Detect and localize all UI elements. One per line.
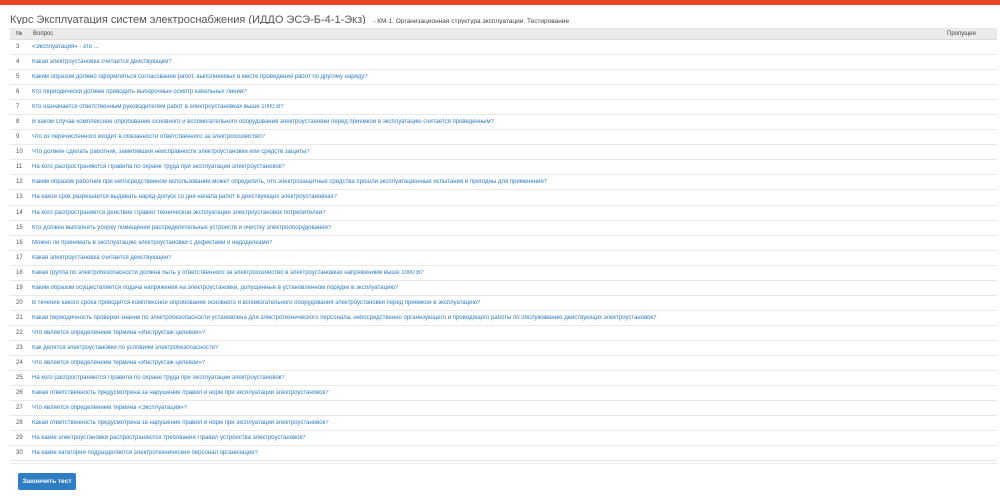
question-link[interactable]: На какие электроустановки распространяются требования Правил устройства электроустановок? — [32, 435, 306, 442]
table-row — [10, 85, 997, 100]
question-number: 13 — [16, 194, 23, 201]
table-row — [10, 130, 997, 145]
page-title: Курс Эксплуатация систем электроснабжения (ИДДО ЭСЭ-Б-4-1-Экз) — [10, 14, 366, 24]
question-number: 16 — [16, 239, 23, 246]
question-link[interactable]: Как делятся электроустановки по условиям электробезопасности? — [32, 344, 219, 351]
table-row — [10, 266, 997, 281]
question-number: 26 — [16, 390, 23, 397]
question-link[interactable]: Что из перечисленного входит в обязанности ответственного за электрохозяйство? — [32, 134, 265, 141]
question-number: 3 — [16, 44, 20, 51]
question-number: 23 — [16, 344, 23, 351]
question-link[interactable]: Какая электроустановка считается действующей? — [32, 59, 172, 66]
question-number: 27 — [16, 405, 23, 412]
table-row — [10, 431, 997, 446]
questions-table — [10, 28, 997, 461]
question-number: 5 — [16, 74, 20, 81]
question-number: 8 — [16, 119, 20, 126]
question-link[interactable]: Кто периодически должен проводить выборочный осмотр кабельных линий? — [32, 89, 247, 96]
question-link[interactable]: Кто назначается ответственным руководителем работ в электроустановках выше 1000 В? — [32, 104, 284, 111]
question-link[interactable]: Можно ли принимать в эксплуатацию электроустановки с дефектами и недоделками? — [32, 239, 273, 246]
question-number: 12 — [16, 179, 23, 186]
question-link[interactable]: Что является определением термина «Инструктаж целевой»? — [32, 360, 206, 366]
question-number: 20 — [16, 299, 23, 306]
table-row — [10, 236, 997, 251]
table-row — [10, 311, 997, 326]
table-row — [10, 160, 997, 175]
question-link[interactable]: Кто должен выполнять уборку помещений распределительных устройств и очистку электрооборудования? — [32, 224, 332, 231]
question-link[interactable]: На кого распространяется действие Правил технической эксплуатации электроустановок потребителей? — [32, 209, 326, 216]
question-number: 19 — [16, 284, 23, 291]
table-row — [10, 145, 997, 160]
table-row — [10, 401, 997, 416]
question-number: 15 — [16, 224, 23, 231]
question-number: 30 — [16, 450, 23, 457]
table-row — [10, 70, 997, 85]
finish-test-button[interactable]: Закончить тест — [18, 473, 76, 490]
table-row — [10, 115, 997, 130]
question-number: 10 — [16, 149, 23, 156]
question-number: 21 — [16, 314, 23, 321]
column-header-question: Вопрос — [33, 31, 54, 37]
question-number: 28 — [16, 420, 23, 427]
question-link[interactable]: Каким образом осуществляется подача напряжения на электроустановки, допущенные в установленном порядке в эксплуатацию? — [32, 284, 399, 291]
question-number: 7 — [16, 104, 20, 111]
table-row — [10, 40, 997, 55]
question-link[interactable]: Каким образом работник при непосредственном использовании может определить, что электрозащитные средства прошли эксплуатационные испытания и пригодны для применения? — [32, 179, 548, 186]
table-row — [10, 296, 997, 311]
question-link[interactable]: Какая электроустановка считается действующей? — [32, 254, 172, 261]
question-link[interactable]: Что должен сделать работник, заметивший неисправности электроустановки или средств защиты? — [32, 149, 310, 156]
question-number: 22 — [16, 329, 23, 336]
table-row — [10, 281, 997, 296]
question-number: 25 — [16, 375, 23, 382]
table-row — [10, 55, 997, 70]
top-accent-bar — [0, 0, 1000, 5]
table-row — [10, 356, 997, 371]
table-row — [10, 100, 997, 115]
question-link[interactable]: В течение какого срока проводится комплексное опробование основного и вспомогательного оборудования электроустановки перед приемкой в эксплуатацию? — [32, 299, 481, 306]
table-row — [10, 416, 997, 431]
question-link[interactable]: Что является определением термина «Инструктаж целевой»? — [32, 329, 206, 336]
table-row — [10, 206, 997, 221]
question-number: 11 — [16, 164, 23, 171]
question-link[interactable]: «Эксплуатация» - это ... — [32, 44, 99, 51]
question-number: 9 — [16, 134, 20, 141]
table-row — [10, 175, 997, 190]
question-link[interactable]: Какая группа по электробезопасности должна быть у ответственного за электрохозяйство в электроустановках напряжением выше 1000 В? — [32, 269, 424, 276]
table-header — [10, 29, 997, 40]
question-number: 6 — [16, 89, 20, 96]
question-link[interactable]: Каким образом должно оформляться согласование работ, выполняемых в месте проведения работ по другому наряду? — [32, 74, 368, 81]
question-number: 18 — [16, 269, 23, 276]
table-row — [10, 221, 997, 236]
question-link[interactable]: В каком случае комплексное опробование основного и вспомогательного оборудования электроустановки перед приемкой в эксплуатацию считается проведенным? — [32, 119, 494, 126]
page-subtitle: - КМ-1. Организационная структура эксплуатации. Тестирование — [373, 18, 570, 24]
table-row — [10, 386, 997, 401]
table-row — [10, 371, 997, 386]
question-link[interactable]: На какой срок разрешается выдавать наряд-допуск со дня начала работ в действующих электроустановках? — [32, 194, 337, 201]
question-link[interactable]: На кого распространяются Правила по охране труда при эксплуатации электроустановок? — [32, 375, 285, 382]
question-link[interactable]: На какие категории подразделяется электротехнический персонал организации? — [32, 450, 258, 457]
question-link[interactable]: Какая ответственность предусмотрена за нарушение правил и норм при эксплуатации электроустановок? — [32, 420, 329, 427]
column-header-skipped: Пропущен — [947, 31, 976, 37]
table-body — [10, 40, 997, 461]
question-link[interactable]: Какая периодичность проверки знаний по электробезопасности установлена для электротехнического персонала, непосредственно организующего и проводящего работы по обслуживанию действующих электроустановок? — [32, 314, 657, 321]
question-link[interactable]: На кого распространяются Правила по охране труда при эксплуатации электроустановок? — [32, 164, 285, 171]
table-row — [10, 190, 997, 205]
table-bottom-divider — [10, 463, 997, 464]
question-number: 24 — [16, 360, 23, 366]
question-number: 29 — [16, 435, 23, 442]
table-row — [10, 326, 997, 341]
table-row — [10, 341, 997, 356]
question-number: 17 — [16, 254, 23, 261]
question-link[interactable]: Какая ответственность предусмотрена за нарушение правил и норм при эксплуатации электроустановок? — [32, 390, 329, 397]
question-link[interactable]: Что является определением термина «Эксплуатация»? — [32, 405, 187, 412]
table-row — [10, 446, 997, 461]
table-row — [10, 251, 997, 266]
question-number: 14 — [16, 209, 23, 216]
page-header — [10, 10, 990, 24]
question-number: 4 — [16, 59, 20, 66]
column-header-number: № — [16, 31, 23, 37]
